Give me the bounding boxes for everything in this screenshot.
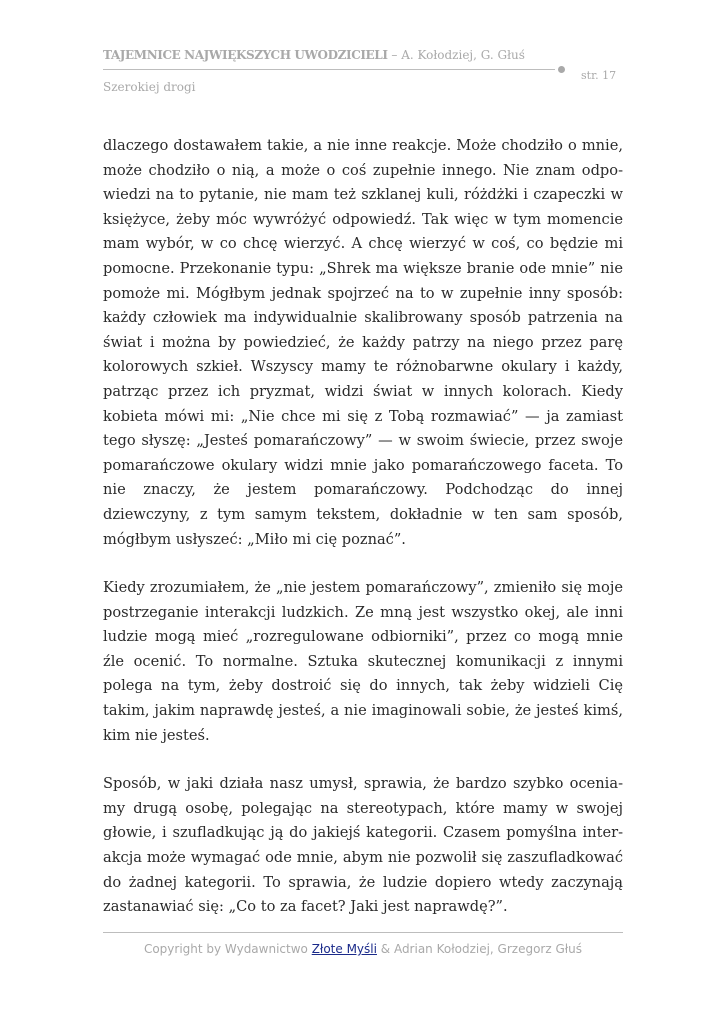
footer-divider: [103, 932, 623, 933]
running-title: [103, 48, 525, 62]
header-divider: [103, 69, 555, 70]
paragraph-3: Sposób, w jaki działa nasz umysł, sprawia, że bardzo szybko oceniamy drugą osobę, polegając na stereotypach, które mamy w swojej głowie, i szufladkując ją do jakiejś kategorii. Czasem pomyślna interakcja może wymagać ode mnie, abym nie pozwolił się zaszufladkować do żadnej kategorii. To sprawia, że ludzie dopiero wtedy zaczynają zastanawiać się: „Co to za facet? Jaki jest naprawdę?”.: [103, 775, 623, 916]
title-separator: –: [387, 48, 402, 62]
page-number: str. 17: [581, 69, 617, 82]
paragraph-2: Kiedy zrozumiałem, że „nie jestem pomarańczowy”, zmieniło się moje postrzeganie interakcji ludzkich. Ze mną jest wszystko okej, ale inni ludzie mogą mieć „rozregulowane odbiorniki”, przez co mogą mnie źle ocenić. To normalne. Sztuka skutecznej komunikacji z innymi polega na tym, żeby dostroić się do innych, tak żeby widzieli Cię takim, jakim naprawdę jesteś, a nie imaginowali sobie, że jesteś kimś, kim nie jesteś.: [103, 579, 623, 744]
paragraph-1: dlaczego dostawałem takie, a nie inne reakcje. Może chodziło o mnie, może chodziło o nią, a może o coś zupełnie innego. Nie znam odpowiedzi na to pytanie, nie mam też szklanej kuli, różdżki i czapeczki w księżyce, żeby móc wywróżyć odpowiedź. Tak więc w tym momencie mam wybór, w co chcę wierzyć. A chcę wierzyć w coś, co będzie mi pomocne. Przekonanie typu: „Shrek ma większe branie ode mnie” nie pomoże mi. Mógłbym jednak spojrzeć na to w zupełnie inny sposób: każdy człowiek ma indywidualnie skalibrowany sposób patrzenia na świat i można by powiedzieć, że każdy patrzy na niego przez parę kolorowych szkieł. Wszyscy mamy te różnobarwne okulary i każdy, patrząc przez ich pryzmat, widzi świat w innych kolorach. Kiedy kobieta mówi mi: „Nie chce mi się z Tobą rozmawiać” — ja zamiast tego słyszę: „Jesteś pomarańczowy” — w swoim świecie, przez swoje pomarańczowe okulary widzi mnie jako pomarańczowego faceta. To nie znaczy, że jestem pomarańczowy. Podchodząc do innej dziewczyny, z tym samym tekstem, dokładnie w ten sam sposób, mógłbym usłyszeć: „Miło mi cię poznać”.: [103, 137, 623, 548]
book-title: TAJEMNICE NAJWIĘKSZYCH UWODZICIELI: [103, 48, 388, 62]
page-footer: [103, 932, 623, 956]
copyright-suffix: & Adrian Kołodziej, Grzegorz Głuś: [376, 942, 583, 956]
publisher-link[interactable]: Złote Myśli: [311, 942, 377, 956]
body-text: [103, 134, 623, 944]
bullet-dot-icon: [558, 66, 565, 73]
copyright-prefix: Copyright by Wydawnictwo: [143, 942, 312, 956]
page-header: [103, 48, 623, 98]
copyright-notice: [103, 942, 623, 956]
chapter-title: Szerokiej drogi: [103, 80, 196, 94]
authors: A. Kołodziej, G. Głuś: [401, 48, 525, 62]
